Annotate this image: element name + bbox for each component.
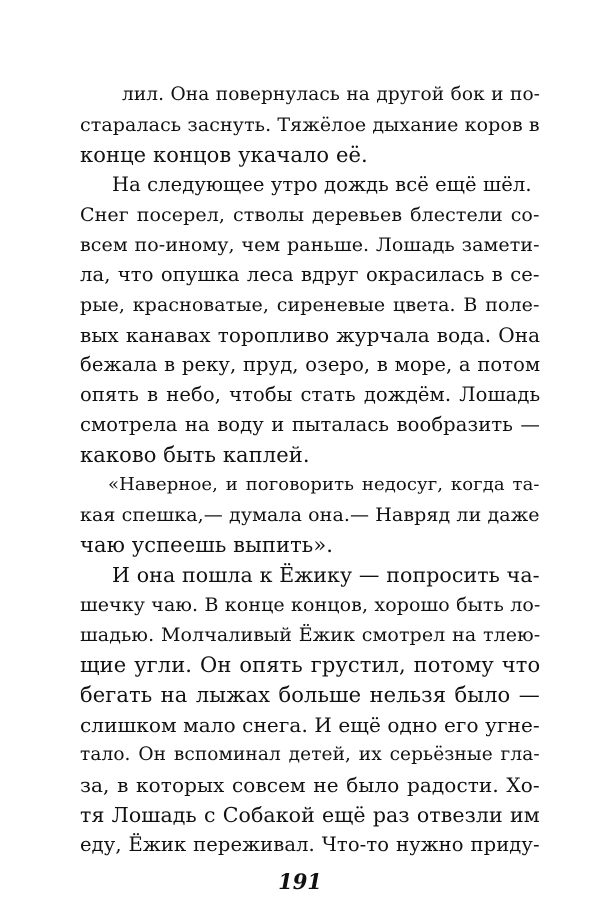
page-number: 191	[278, 869, 322, 894]
text-line: каково быть каплей.	[80, 443, 310, 467]
text-line: лил. Она повернулась на другой бок и по-	[122, 84, 541, 105]
text-line: «Наверное, и поговорить недосуг, когда та-	[108, 474, 540, 495]
text-line: смотрела на воду и пыталась вообразить —	[80, 413, 540, 436]
text-line: И она пошла к Ёжику — попросить ча-	[112, 563, 540, 587]
text-line: тя Лошадь с Собакой ещё раз отвезли им	[80, 803, 540, 827]
text-line: ла, что опушка леса вдруг окрасилась в се-	[80, 263, 540, 286]
text-line: бежала в реку, пруд, озеро, в море, а потом	[80, 353, 541, 376]
text-line: щие угли. Он опять грустил, потому что	[80, 653, 541, 677]
text-line: еду, Ёжик переживал. Что-то нужно приду-	[80, 833, 540, 856]
text-line: конце концов укачало её.	[80, 143, 368, 167]
text-line: шечку чаю. В конце концов, хорошо быть ло-	[80, 594, 541, 616]
text-line: бегать на лыжах больше нельзя было —	[80, 683, 540, 707]
text-line: тало. Он вспоминал детей, их серьёзные гла-	[80, 744, 540, 765]
text-line: опять в небо, чтобы стать дождём. Лошадь	[80, 383, 541, 406]
text-line: кая спешка,— думала она.— Навряд ли даже	[80, 504, 540, 526]
text-line: рые, красноватые, сиреневые цвета. В поле-	[80, 294, 540, 316]
text-line: слишком мало снега. И ещё одно его угне-	[80, 713, 540, 737]
text-line: старалась заснуть. Тяжёлое дыхание коров в	[80, 114, 540, 136]
text-line: всем по-иному, чем раньше. Лошадь замети-	[80, 234, 540, 256]
text-line: чаю успеешь выпить».	[80, 533, 334, 557]
text-line: за, в которых совсем не было радости. Хо-	[80, 773, 540, 797]
text-line: Снег посерел, стволы деревьев блестели со-	[80, 204, 540, 226]
text-line: На следующее утро дождь всё ещё шёл.	[112, 173, 532, 196]
text-line: вых канавах торопливо журчала вода. Она	[80, 323, 541, 347]
text-line: шадью. Молчаливый Ёжик смотрел на тлею-	[80, 624, 541, 646]
